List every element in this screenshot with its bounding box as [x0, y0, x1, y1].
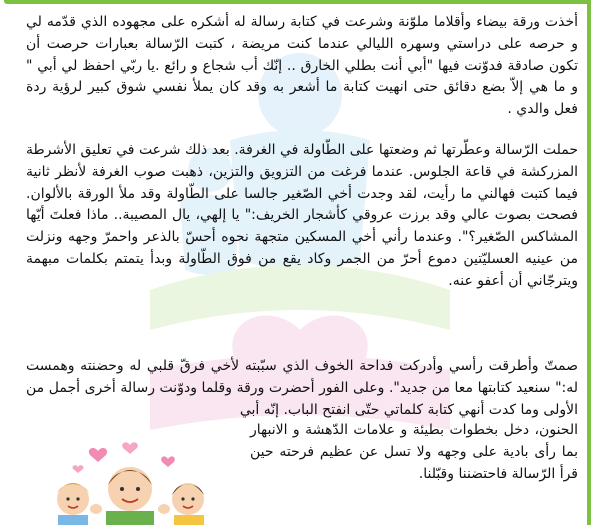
father-with-children-illustration-icon [18, 437, 238, 525]
paragraph-3-top: صمتّ وأطرقت رأسي وأدركت فداحة الخوف الذي سبّبته لأخي فرقّ قلبي له وحضنته وهمست له:" سنعيد كتابتها معا من جديد". وعلى الفور أحضرت ورقة وقلما ودوّنت رسالة أخرى أجمل من الأولى وما كدت أنهي كتابة كلماتي حتّى انفتح الباب. إنّه أبي [26, 358, 578, 418]
paragraph-2: حملت الرّسالة وعطّرتها ثم وضعتها على الطّاولة في الغرفة. بعد ذلك شرعت في تعليق الأشرطة المزركشة في قاعة الجلوس. عندما فرغت من التزويق والتزين، ذهبت صوب الغرفة لأنظر ثانية فيما كتبت فهالني ما رأيت، لقد وجدت أخي الصّغير جالسا على الطّاولة وقد ملأ الورقة بالألوان. فصحت بصوت عالي وقد برزت عروقي كأشجار الخريف:" يا إلهي، يال المصيبة.. ماذا فعلتَ أيّها المشاكس الصّغير؟". وعندما رأني أخي المسكين متجهة نحوه أحسّ بالذعر واحمرّ وجهه ونزلت من عينيه العسليّتين دموع أحرّ من الجمر وكاد يقع من فوق الطّاولة وبدأ يتمتم بكلمات مبهمة ويترجّاني أن أعفو عنه. [26, 142, 578, 289]
paragraph-1: أخذت ورقة بيضاء وأقلاما ملوّنة وشرعت في كتابة رسالة له أشكره على مجهوده الذي قدّمه لي و حرصه على دراستي وسهره الليالي عندما كنت مريضة ، كتبت الرّسالة بعبارات حرصت أن تكون صادقة فدوّنت فيها "أبي أنت بطلي الخارق .. إنّك أب شجاع و رائع .يا ربّي احفظ لي أبي " و ما هي إلاّ بضع دقائق حتى انهيت كتابة ما أشعر به وقد كان يملأ نفسي شوق كبير لرؤية ردة فعل والدي . [26, 14, 578, 118]
paragraph-3-tail: الحنون، دخل بخطوات بطيئة و علامات الدّهشة و الانبهار بما رأى بادية على وجهه ولا تسل عن عظيم فرحته حين قرأ الرّسالة فاحتضننا وقبّلنا. [250, 422, 578, 482]
